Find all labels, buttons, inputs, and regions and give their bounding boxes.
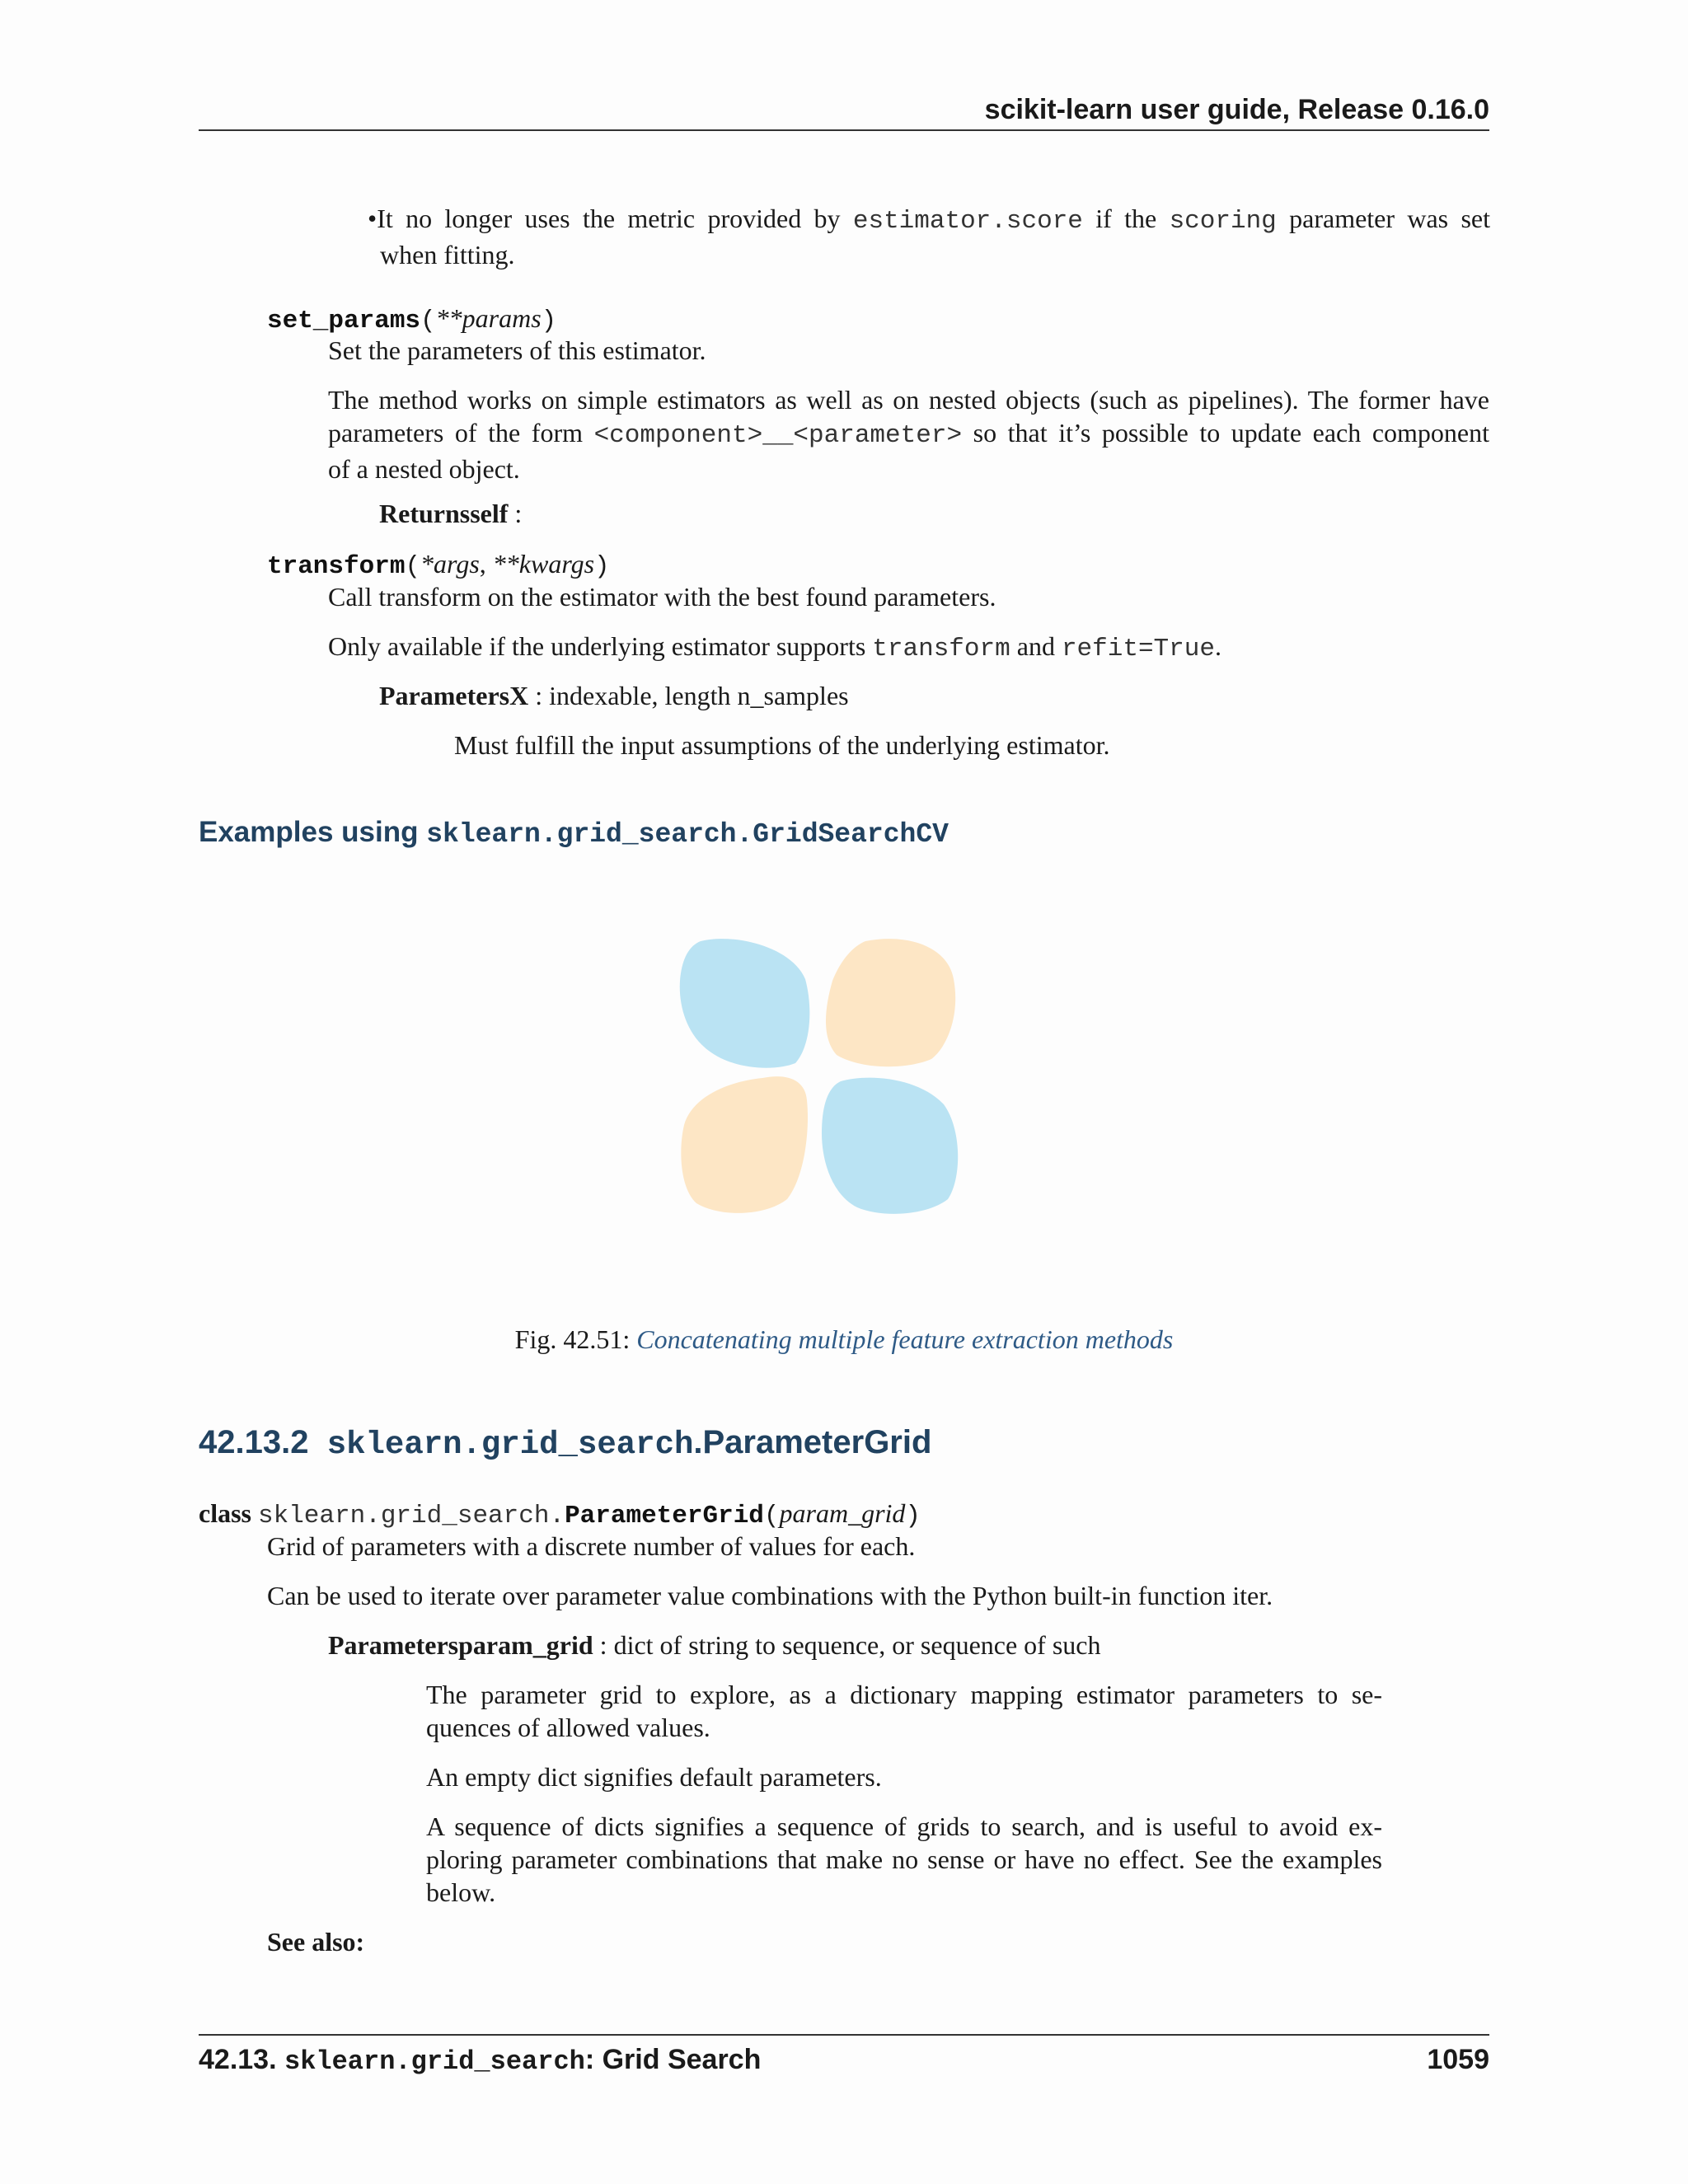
arg-separator: ,: [479, 549, 493, 579]
blue-blob-bottom-right: [822, 1078, 958, 1214]
method-args: *args: [420, 549, 480, 579]
returns-label: Returnsself: [379, 499, 509, 528]
desc-line: [328, 416, 1489, 452]
paren: (: [405, 552, 421, 581]
orange-blob-bottom-left: [681, 1076, 808, 1213]
set-params-signature: [267, 302, 556, 338]
method-args: **params: [435, 303, 542, 333]
method-args: **kwargs: [492, 549, 595, 579]
class-description: Can be used to iterate over parameter value combinations with the Python built-in function iter.: [267, 1581, 1273, 1610]
figure-caption: [0, 1323, 1688, 1356]
bullet-text: It no longer uses the metric provided by: [377, 204, 853, 233]
caption-link[interactable]: Concatenating multiple feature extraction methods: [636, 1324, 1174, 1354]
class-args: param_grid: [779, 1498, 906, 1528]
page-number: 1059: [1427, 2044, 1489, 2075]
returns-rest: :: [508, 499, 523, 528]
parameters-label: Parametersparam_grid: [328, 1630, 593, 1660]
transform-param-description: Must fulfill the input assumptions of the underlying estimator.: [454, 730, 1110, 760]
footer-left: [199, 2041, 761, 2081]
bullet-text: parameter was set: [1276, 204, 1491, 233]
paren: ): [541, 307, 557, 335]
set-params-description: [328, 383, 1489, 485]
code-estimator-score: estimator.score: [852, 207, 1083, 236]
desc-line: The method works on simple estimators as well as on nested objects (such as pipelines). The former have: [328, 385, 1489, 415]
class-summary: Grid of parameters with a discrete number of values for each.: [267, 1531, 916, 1561]
paren: ): [905, 1502, 921, 1530]
footer-code: sklearn.grid_search: [284, 2046, 585, 2077]
desc-line: ploring parameter combinations that make no sense or have no effect. See the examples: [426, 1844, 1382, 1874]
avail-text: and: [1010, 631, 1062, 661]
desc-line: A sequence of dicts signifies a sequence of grids to search, and is useful to avoid ex-: [426, 1811, 1382, 1841]
param-grid-desc-1: [426, 1678, 1382, 1744]
transform-signature: [267, 547, 610, 583]
bullet-text: if the: [1082, 204, 1170, 233]
code-scoring: scoring: [1169, 207, 1277, 236]
desc-line: below.: [426, 1877, 496, 1907]
running-header: scikit-learn user guide, Release 0.16.0: [984, 94, 1489, 125]
code-transform: transform: [872, 635, 1010, 663]
method-name: transform: [267, 552, 406, 581]
examples-heading: [199, 813, 949, 854]
examples-prefix: Examples using: [199, 816, 427, 848]
transform-parameters: [379, 679, 849, 712]
desc-text: parameters of the form: [328, 418, 594, 448]
footer-prefix: 42.13.: [199, 2044, 284, 2075]
section-number: 42.13.2: [199, 1424, 309, 1460]
class-keyword: class: [199, 1498, 258, 1528]
desc-line: quences of allowed values.: [426, 1713, 710, 1742]
param-grid-desc-2: An empty dict signifies default parameters.: [426, 1762, 882, 1792]
desc-line: The parameter grid to explore, as a dictionary mapping estimator parameters to se-: [426, 1680, 1382, 1709]
transform-summary: Call transform on the estimator with the best found parameters.: [328, 582, 996, 612]
caption-prefix: Fig. 42.51:: [514, 1324, 637, 1354]
method-name: set_params: [267, 307, 421, 335]
parameters-rest: : indexable, length n_samples: [528, 681, 849, 710]
footer-rule: [199, 2034, 1489, 2036]
avail-text: .: [1214, 631, 1221, 661]
bullet-item: [368, 202, 1490, 271]
code-refit-true: refit=True: [1061, 635, 1215, 663]
footer-rest: : Grid Search: [584, 2044, 762, 2075]
paren: (: [763, 1502, 780, 1530]
class-module: sklearn.grid_search.: [258, 1502, 565, 1530]
examples-code: sklearn.grid_search.GridSearchCV: [426, 819, 949, 850]
section-code: sklearn.grid_search: [326, 1427, 694, 1463]
transform-availability: [328, 630, 1221, 666]
section-rest: .ParameterGrid: [693, 1424, 932, 1460]
code-component-parameter: <component>__<parameter>: [593, 421, 963, 450]
parameters-label: ParametersX: [379, 681, 529, 710]
class-signature: [199, 1497, 921, 1533]
section-heading: [199, 1421, 931, 1466]
bullet-marker: •: [368, 204, 377, 233]
paren: (: [420, 307, 436, 335]
parameters-rest: : dict of string to sequence, or sequence of such: [593, 1630, 1101, 1660]
see-also-label: See also:: [267, 1927, 365, 1957]
blue-blob-top-left: [680, 939, 810, 1068]
orange-blob-top-right: [826, 939, 955, 1066]
bullet-text-line2: when fitting.: [380, 240, 515, 269]
param-grid-desc-3: [426, 1810, 1382, 1909]
class-parameters: [328, 1629, 1100, 1661]
set-params-returns: [379, 497, 522, 530]
paren: ): [594, 552, 610, 581]
header-rule: [199, 129, 1489, 131]
set-params-summary: Set the parameters of this estimator.: [328, 335, 706, 365]
desc-text: so that it’s possible to update each component: [962, 418, 1490, 448]
class-name: ParameterGrid: [565, 1502, 764, 1530]
desc-line: of a nested object.: [328, 454, 520, 484]
avail-text: Only available if the underlying estimator supports: [328, 631, 873, 661]
example-figure[interactable]: [672, 931, 968, 1228]
